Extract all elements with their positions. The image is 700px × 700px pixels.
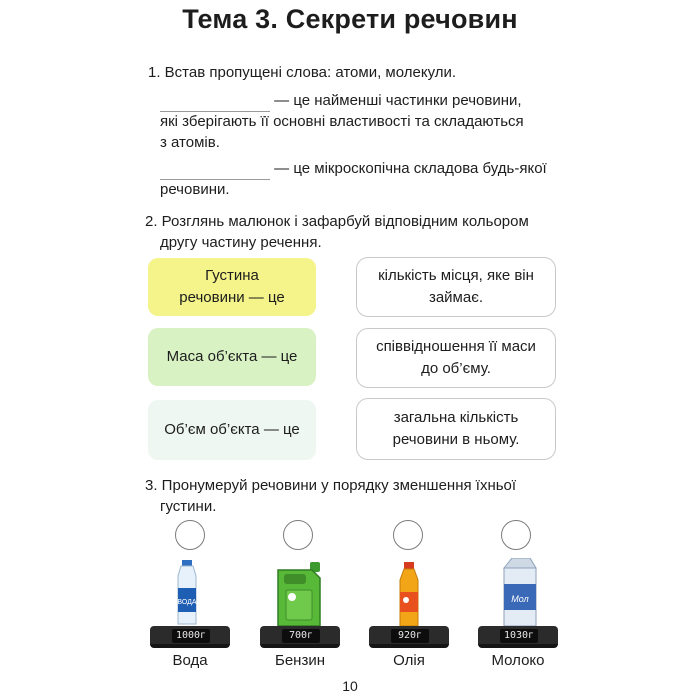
scale-oil bbox=[369, 626, 449, 648]
scale-milk bbox=[478, 626, 558, 648]
substance-name-oil: Олія bbox=[393, 652, 425, 669]
svg-text:ВОДА: ВОДА bbox=[177, 599, 197, 606]
right-card-text: займає. bbox=[428, 289, 484, 306]
task1-line2: які зберігають її основні властивості та складаються bbox=[160, 113, 524, 130]
task1-line1: — це найменші частинки речовини, bbox=[274, 92, 522, 109]
page-number: 10 bbox=[342, 678, 358, 694]
task3-heading-line2: густини. bbox=[160, 498, 217, 515]
left-card-text: Маса об’єкта — це bbox=[166, 348, 298, 365]
scale-display-water: 1000г bbox=[172, 629, 210, 643]
right-card-ratio[interactable] bbox=[356, 328, 556, 388]
oil-bottle-icon bbox=[396, 562, 422, 628]
right-card-text: загальна кількість bbox=[393, 409, 519, 426]
water-bottle-icon bbox=[172, 560, 202, 626]
left-card-text: Об’єм об’єкта — це bbox=[164, 421, 300, 438]
substance-name-milk: Молоко bbox=[491, 652, 545, 669]
answer-blank-1[interactable] bbox=[160, 90, 270, 112]
left-card-text: Густина bbox=[205, 267, 259, 284]
task3-heading-line1: 3. Пронумеруй речовини у порядку зменшення їхньої bbox=[145, 477, 517, 494]
task1-sentence-2 bbox=[160, 158, 570, 180]
right-card-text: кількість місця, яке він bbox=[378, 267, 534, 284]
task2-heading-line1: 2. Розглянь малюнок і зафарбуй відповідним кольором bbox=[145, 213, 529, 230]
number-circle-water[interactable] bbox=[175, 520, 205, 550]
scale-display-milk: 1030г bbox=[500, 629, 538, 643]
task1-line4: — це мікроскопічна складова будь-якої bbox=[274, 160, 547, 177]
number-circle-milk[interactable] bbox=[501, 520, 531, 550]
right-card-space[interactable] bbox=[356, 257, 556, 317]
milk-carton-icon bbox=[498, 558, 538, 628]
scale-petrol bbox=[260, 626, 340, 648]
number-circle-petrol[interactable] bbox=[283, 520, 313, 550]
svg-text:Мол: Мол bbox=[511, 594, 529, 604]
substance-name-water: Вода bbox=[172, 652, 208, 669]
task2-heading-line2: другу частину речення. bbox=[160, 234, 322, 251]
left-card-mass[interactable] bbox=[148, 328, 316, 386]
right-card-amount[interactable] bbox=[356, 398, 556, 460]
task1-heading: 1. Встав пропущені слова: атоми, молекули. bbox=[148, 64, 457, 81]
scale-water bbox=[150, 626, 230, 648]
left-card-density[interactable] bbox=[148, 258, 316, 316]
page-title: Тема 3. Секрети речовин bbox=[182, 4, 518, 34]
right-card-text: співвідношення її маси bbox=[376, 338, 536, 355]
right-card-text: речовини в ньому. bbox=[392, 431, 520, 448]
number-circle-oil[interactable] bbox=[393, 520, 423, 550]
answer-blank-2[interactable] bbox=[160, 158, 270, 180]
task1-line3: з атомів. bbox=[160, 134, 220, 151]
task1-line5: речовини. bbox=[160, 181, 230, 198]
left-card-text: речовини — це bbox=[179, 289, 285, 306]
jerrycan-icon bbox=[272, 562, 328, 628]
scale-display-oil: 920г bbox=[391, 629, 429, 643]
task1-sentence-1 bbox=[160, 90, 570, 112]
right-card-text: до об’єму. bbox=[421, 360, 491, 377]
left-card-volume[interactable] bbox=[148, 400, 316, 460]
scale-display-petrol: 700г bbox=[282, 629, 320, 643]
substance-name-petrol: Бензин bbox=[274, 652, 325, 669]
